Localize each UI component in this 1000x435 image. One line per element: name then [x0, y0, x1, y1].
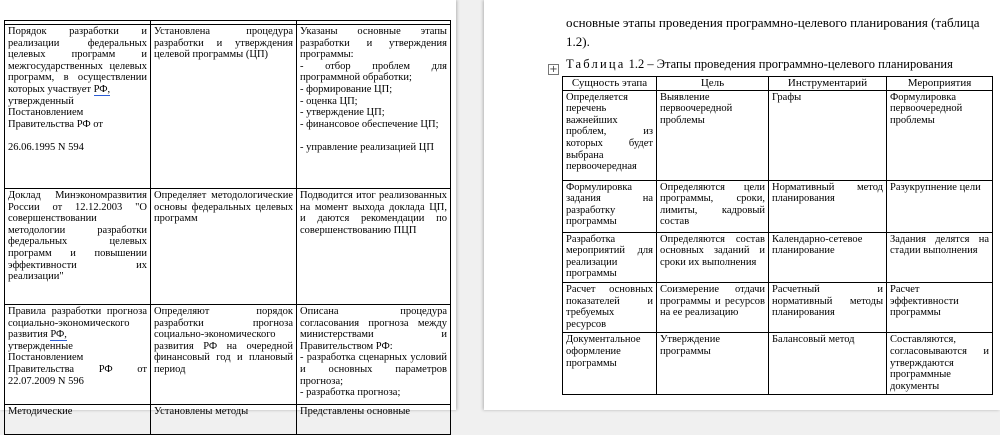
- column-header: Сущность этапа: [563, 77, 657, 91]
- table-cell: Определяют порядок разработки прогноза социально-экономического развития РФ на очередной финансовый год и плановый период: [151, 305, 297, 405]
- table-cell: Расчет эффективности программы: [887, 282, 993, 332]
- table-cell: Определяются состав основных заданий и сроки их выполнения: [657, 232, 769, 282]
- table-row: [563, 282, 993, 332]
- table-cell: Определяются цели программы, сроки, лимиты, кадровый состав: [657, 180, 769, 232]
- table-cell: Доклад Минэкономразвития России от 12.12.2003 "О совершенствовании методологии разработки федеральных целевых программ и повышении эффективности их реализации": [5, 189, 151, 305]
- table-cell: Балансовый метод: [769, 333, 887, 395]
- table-cell: Формулировка задания на разработку программы: [563, 180, 657, 232]
- table-cell: Графы: [769, 90, 887, 180]
- table-cell: Подводится итог реализованных на момент выхода доклада ЦП, и даются рекомендации по совершенствованию ПЦП: [297, 189, 451, 305]
- table-row: [5, 189, 451, 305]
- hyperlink-rf[interactable]: РФ,: [93, 83, 111, 95]
- table-cell: Соизмерение отдачи программы и ресурсов на ее реализацию: [657, 282, 769, 332]
- table-cell: Порядок разработки и реализации федеральных целевых программ и межгосударственных целевых программ, в осуществлении которых участвует РФ, утвержденный Постановлением Правительства РФ от 26.06.1995 N 594: [5, 25, 151, 189]
- move-anchor-icon[interactable]: +: [549, 64, 558, 75]
- table-cell: Нормативный метод планирования: [769, 180, 887, 232]
- table-row: [5, 305, 451, 405]
- table-cell: Выявление первоочередной проблемы: [657, 90, 769, 180]
- table-cell: Правила разработки прогноза социально-экономического развития РФ, утвержденные Постановлением Правительства РФ от 22.07.2009 N 596: [5, 305, 151, 405]
- table-cell: Указаны основные этапы разработки и утверждения программы: - отбор проблем для программной обработки; - формирование ЦП; - оценка ЦП; - утверждение ЦП; - финансовое обеспечение ЦП; - управление реализацией ЦП: [297, 25, 451, 189]
- table-row: [5, 405, 451, 435]
- table-cell: Утверждение программы: [657, 333, 769, 395]
- table-cell: Документальное оформление программы: [563, 333, 657, 395]
- table-cell: Расчетный и нормативный методы планирования: [769, 282, 887, 332]
- table-row: [563, 180, 993, 232]
- table-row: [563, 333, 993, 395]
- table-row: [563, 232, 993, 282]
- hyperlink-rf[interactable]: РФ,: [50, 329, 67, 341]
- table-row: [5, 25, 451, 189]
- column-header: Мероприятия: [887, 77, 993, 91]
- document-page-left: [0, 0, 456, 417]
- table-cell: Описана процедура согласования прогноза между министерствами и Правительством РФ: - разработка сценарных условий и основных параметров прогноза; - разработка прогноза;: [297, 305, 451, 405]
- table-cell: Установлена процедура разработки и утверждения целевой программы (ЦП): [151, 25, 297, 189]
- column-header: Инструментарий: [769, 77, 887, 91]
- table-cell: Установлены методы: [151, 405, 297, 435]
- regulations-table: [4, 20, 451, 435]
- stages-table: [562, 76, 993, 395]
- column-header: Цель: [657, 77, 769, 91]
- table-cell: Представлены основные: [297, 405, 451, 435]
- table-header-row: [563, 77, 993, 91]
- document-page-right: [484, 0, 1000, 410]
- body-paragraph: основные этапы проведения программно-целевого планирования (таблица: [566, 15, 980, 30]
- table-cell: Методические: [5, 405, 151, 435]
- table-cell: Задания делятся на стадии выполнения: [887, 232, 993, 282]
- table-cell: Определяется перечень важнейших проблем, из которых будет выбрана первоочередная: [563, 90, 657, 180]
- table-caption: Таблица 1.2 – Этапы проведения программно-целевого планирования: [566, 57, 953, 71]
- body-paragraph-continuation: 1.2).: [566, 34, 590, 49]
- table-cell: Составляются, согласовываются и утверждаются программные документы: [887, 333, 993, 395]
- table-row: [563, 90, 993, 180]
- table-cell: Определяет методологические основы федеральных целевых программ: [151, 189, 297, 305]
- table-cell: Формулировка первоочередной проблемы: [887, 90, 993, 180]
- table-cell: Разработка мероприятий для реализации программы: [563, 232, 657, 282]
- table-cell: Расчет основных показателей и требуемых ресурсов: [563, 282, 657, 332]
- table-cell: Разукрупнение цели: [887, 180, 993, 232]
- table-cell: Календарно-сетевое планирование: [769, 232, 887, 282]
